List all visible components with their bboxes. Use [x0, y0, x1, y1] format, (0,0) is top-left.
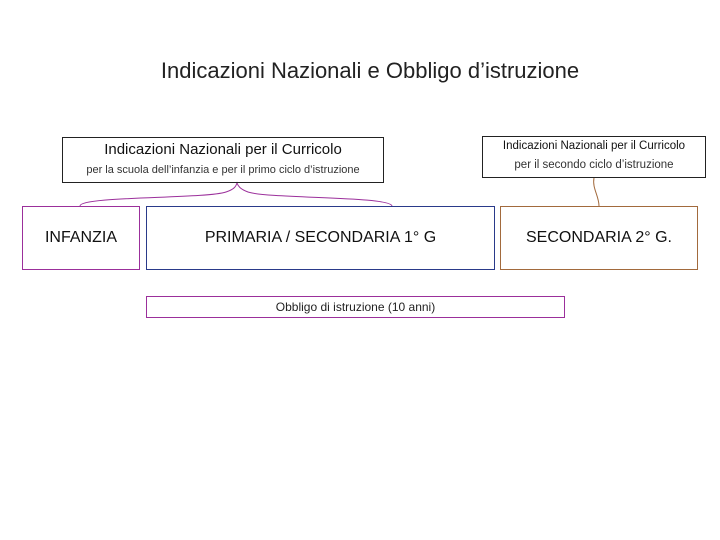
secondaria-secondo-grado-box: SECONDARIA 2° G.: [500, 206, 698, 270]
indicazioni-secondo-ciclo-heading: Indicazioni Nazionali per il Curricolo: [502, 140, 686, 152]
infanzia-box: INFANZIA: [22, 206, 140, 270]
secondo-ciclo-connector: [594, 178, 599, 206]
indicazioni-primo-ciclo-heading: Indicazioni Nazionali per il Curricolo: [104, 141, 342, 158]
indicazioni-primo-ciclo-subheading: per la scuola dell’infanzia e per il primo ciclo d’istruzione: [86, 164, 360, 176]
primaria-secondaria-box: PRIMARIA / SECONDARIA 1° G: [146, 206, 495, 270]
indicazioni-primo-ciclo-box: [62, 137, 384, 183]
indicazioni-secondo-ciclo-box: [482, 136, 706, 178]
page-title: Indicazioni Nazionali e Obbligo d’istruzione: [160, 58, 580, 83]
obbligo-istruzione-box: Obbligo di istruzione (10 anni): [146, 296, 565, 318]
indicazioni-secondo-ciclo-subheading: per il secondo ciclo d’istruzione: [514, 159, 674, 171]
curly-brace-connector: [80, 183, 392, 206]
